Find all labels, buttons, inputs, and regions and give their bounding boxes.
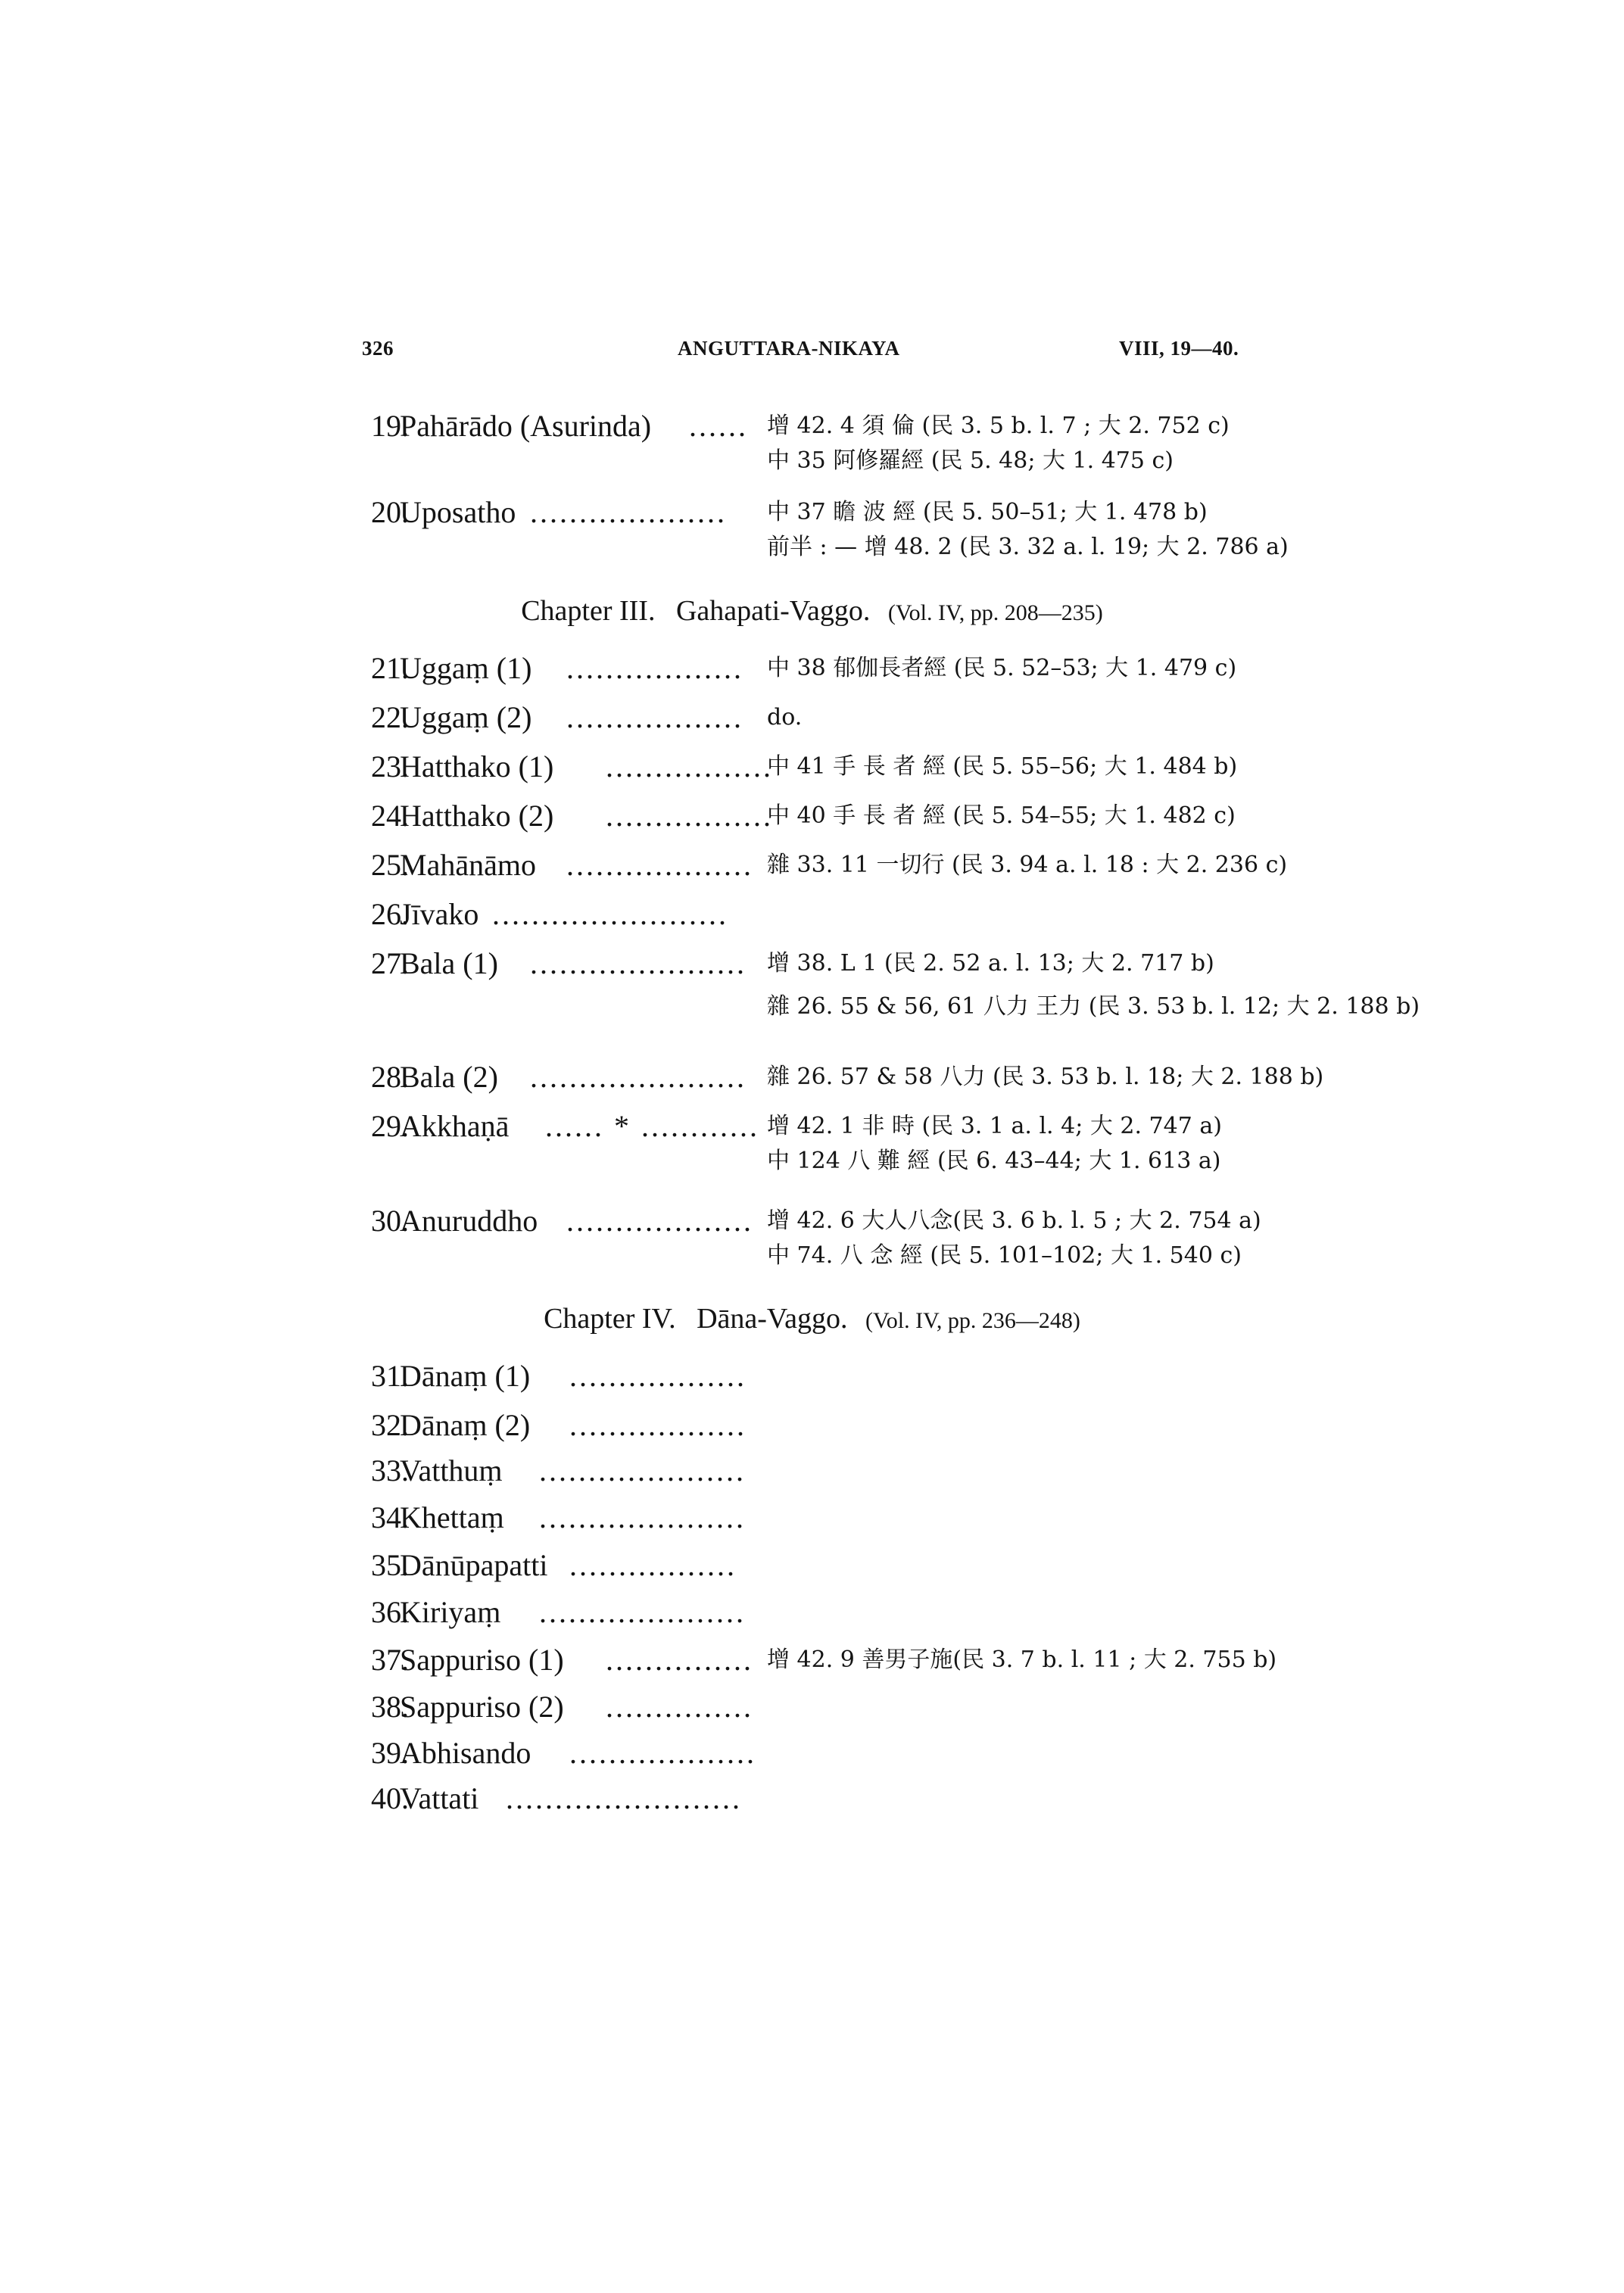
entry-number: 30. <box>371 1204 409 1238</box>
entry-number: 32. <box>371 1408 409 1442</box>
leader-dots: ...................... <box>530 946 747 980</box>
entry-title: Abhisando <box>400 1736 531 1770</box>
section-range: VIII, 19—40. <box>1119 337 1239 360</box>
entry-row <box>0 1587 1624 1637</box>
entry-row <box>0 889 1624 939</box>
leader-dots: ..................... <box>539 1500 746 1534</box>
entry-row <box>0 1493 1624 1543</box>
leader-dots: .................. <box>566 700 743 734</box>
entry-number: 39. <box>371 1736 409 1770</box>
leader-dots: ........................ <box>506 1781 742 1815</box>
entry-title: Uggaṃ (2) <box>400 700 532 734</box>
entry-row <box>0 840 1624 890</box>
chapter-heading <box>0 594 1624 628</box>
entry-title: Kiriyaṃ <box>400 1595 501 1629</box>
chapter-heading <box>0 1302 1624 1335</box>
entry-row <box>0 742 1624 792</box>
entry-reference: 增 42. 9 善男子施(民 3. 7 b. l. 11 ; 大 2. 755 b) <box>767 1647 1277 1673</box>
entry-number: 38. <box>371 1690 409 1724</box>
leader-dots: ................... <box>566 1204 753 1238</box>
entry-title: Bala (2) <box>400 1060 498 1094</box>
entry-row <box>0 791 1624 841</box>
entry-number: 35. <box>371 1548 409 1582</box>
entry-number: 25. <box>371 848 409 882</box>
leader-dots: ........................ <box>492 897 728 931</box>
entry-subreference: 雜 26. 55 & 56, 61 八力 王力 (民 3. 53 b. l. 12; 大 2. 188 b) <box>767 993 1420 1020</box>
entry-title: Bala (1) <box>400 946 498 980</box>
entry-reference: 增 38. L 1 (民 2. 52 a. l. 13; 大 2. 717 b) <box>767 950 1214 977</box>
entry-reference: 中 40 手 長 者 經 (民 5. 54–55; 大 1. 482 c) <box>767 802 1236 829</box>
entry-title: Anuruddho <box>400 1204 538 1238</box>
leader-dots: ................. <box>606 799 773 833</box>
leader-dots: .................. <box>566 651 743 685</box>
chapter-name: Dāna-Vaggo. <box>697 1303 848 1335</box>
entry-title: Uggaṃ (1) <box>400 651 532 685</box>
entry-title: Mahānāmo <box>400 848 536 882</box>
entry-title: Khettaṃ <box>400 1500 504 1534</box>
entry-row <box>0 488 1624 560</box>
entry-number: 28. <box>371 1060 409 1094</box>
chapter-label: Chapter III. <box>521 595 656 627</box>
leader-dots: ............... <box>606 1690 753 1724</box>
entry-row <box>0 1728 1624 1778</box>
entry-reference: 增 42. 4 須 倫 (民 3. 5 b. l. 7 ; 大 2. 752 c) <box>767 413 1230 439</box>
entry-reference: do. <box>767 704 803 731</box>
entry-row <box>0 1052 1624 1102</box>
entry-title: Sappuriso (1) <box>400 1643 564 1677</box>
entry-subreference: 中 74. 八 念 經 (民 5. 101–102; 大 1. 540 c) <box>767 1242 1242 1269</box>
entry-number: 31. <box>371 1359 409 1393</box>
entry-row <box>0 1101 1624 1174</box>
leader-dots: ................. <box>606 749 773 784</box>
entry-number: 20. <box>371 495 409 529</box>
entry-number: 21. <box>371 651 409 685</box>
entry-number: 36. <box>371 1595 409 1629</box>
entry-number: 23. <box>371 749 409 784</box>
leader-dots: ..................... <box>539 1453 746 1488</box>
chapter-volume: (Vol. IV, pp. 208—235) <box>887 600 1103 625</box>
entry-number: 22. <box>371 700 409 734</box>
entry-number: 26. <box>371 897 409 931</box>
chapter-volume: (Vol. IV, pp. 236—248) <box>865 1308 1080 1333</box>
entry-number: 33. <box>371 1453 409 1488</box>
chapter-name: Gahapati-Vaggo. <box>675 595 871 627</box>
entry-reference: 增 42. 1 非 時 (民 3. 1 a. l. 4; 大 2. 747 a) <box>767 1113 1222 1139</box>
entry-title: Hatthako (1) <box>400 749 554 784</box>
entry-reference: 雜 33. 11 一切行 (民 3. 94 a. l. 18 : 大 2. 236 c) <box>767 852 1288 878</box>
entry-row <box>0 643 1624 693</box>
entry-number: 34. <box>371 1500 409 1534</box>
entry-row <box>0 1541 1624 1590</box>
entry-row <box>0 693 1624 743</box>
entry-number: 19. <box>371 409 409 443</box>
entry-subreference: 中 35 阿修羅經 (民 5. 48; 大 1. 475 c) <box>767 447 1174 474</box>
leader-dots: .................. <box>569 1359 747 1393</box>
entry-title: Pahārādo (Asurinda) <box>400 409 652 443</box>
entry-reference: 雜 26. 57 & 58 八力 (民 3. 53 b. l. 18; 大 2. 188 b) <box>767 1064 1324 1090</box>
leader-dots: ............... <box>606 1643 753 1677</box>
leader-dots: ................... <box>569 1736 756 1770</box>
entry-row <box>0 401 1624 474</box>
entry-title: Hatthako (2) <box>400 799 554 833</box>
entry-reference: 中 38 郁伽長者經 (民 5. 52–53; 大 1. 479 c) <box>767 655 1237 681</box>
entry-number: 40. <box>371 1781 409 1815</box>
entry-subreference: 中 124 八 難 經 (民 6. 43–44; 大 1. 613 a) <box>767 1148 1221 1174</box>
leader-dots: ...... <box>689 409 748 443</box>
leader-dots: .................... <box>530 495 727 529</box>
entry-title: Sappuriso (2) <box>400 1690 564 1724</box>
running-title: ANGUTTARA-NIKAYA <box>678 337 900 360</box>
entry-number: 24. <box>371 799 409 833</box>
entry-row <box>0 1196 1624 1269</box>
entry-title: Vatthuṃ <box>400 1453 503 1488</box>
leader-dots: ...... * ............ <box>545 1109 759 1143</box>
entry-row <box>0 1774 1624 1824</box>
entry-subreference: 前半 : — 增 48. 2 (民 3. 32 a. l. 19; 大 2. 786 a) <box>767 534 1289 560</box>
leader-dots: ................. <box>569 1548 737 1582</box>
chapter-label: Chapter IV. <box>544 1303 676 1335</box>
entry-number: 27. <box>371 946 409 980</box>
leader-dots: .................. <box>569 1408 747 1442</box>
entry-title: Dānaṃ (2) <box>400 1408 531 1442</box>
entry-reference: 增 42. 6 大人八念(民 3. 6 b. l. 5 ; 大 2. 754 a) <box>767 1207 1261 1234</box>
entry-reference: 中 41 手 長 者 經 (民 5. 55–56; 大 1. 484 b) <box>767 753 1238 780</box>
entry-row <box>0 1682 1624 1732</box>
entry-title: Vattati <box>400 1781 479 1815</box>
entry-title: Dānaṃ (1) <box>400 1359 531 1393</box>
entry-row <box>0 1635 1624 1685</box>
entry-number: 37. <box>371 1643 409 1677</box>
leader-dots: ...................... <box>530 1060 747 1094</box>
entry-row <box>0 1400 1624 1450</box>
entry-row <box>0 1351 1624 1401</box>
entry-title: Uposatho <box>400 495 516 529</box>
entry-title: Dānūpapatti <box>400 1548 548 1582</box>
entry-title: Jīvako <box>400 897 479 931</box>
entry-title: Akkhaṇā <box>400 1109 510 1143</box>
leader-dots: ................... <box>566 848 753 882</box>
entry-number: 29. <box>371 1109 409 1143</box>
entry-reference: 中 37 瞻 波 經 (民 5. 50–51; 大 1. 478 b) <box>767 499 1208 525</box>
leader-dots: ..................... <box>539 1595 746 1629</box>
page-number: 326 <box>362 337 394 360</box>
entry-row <box>0 1446 1624 1496</box>
entry-row <box>0 939 1624 1020</box>
